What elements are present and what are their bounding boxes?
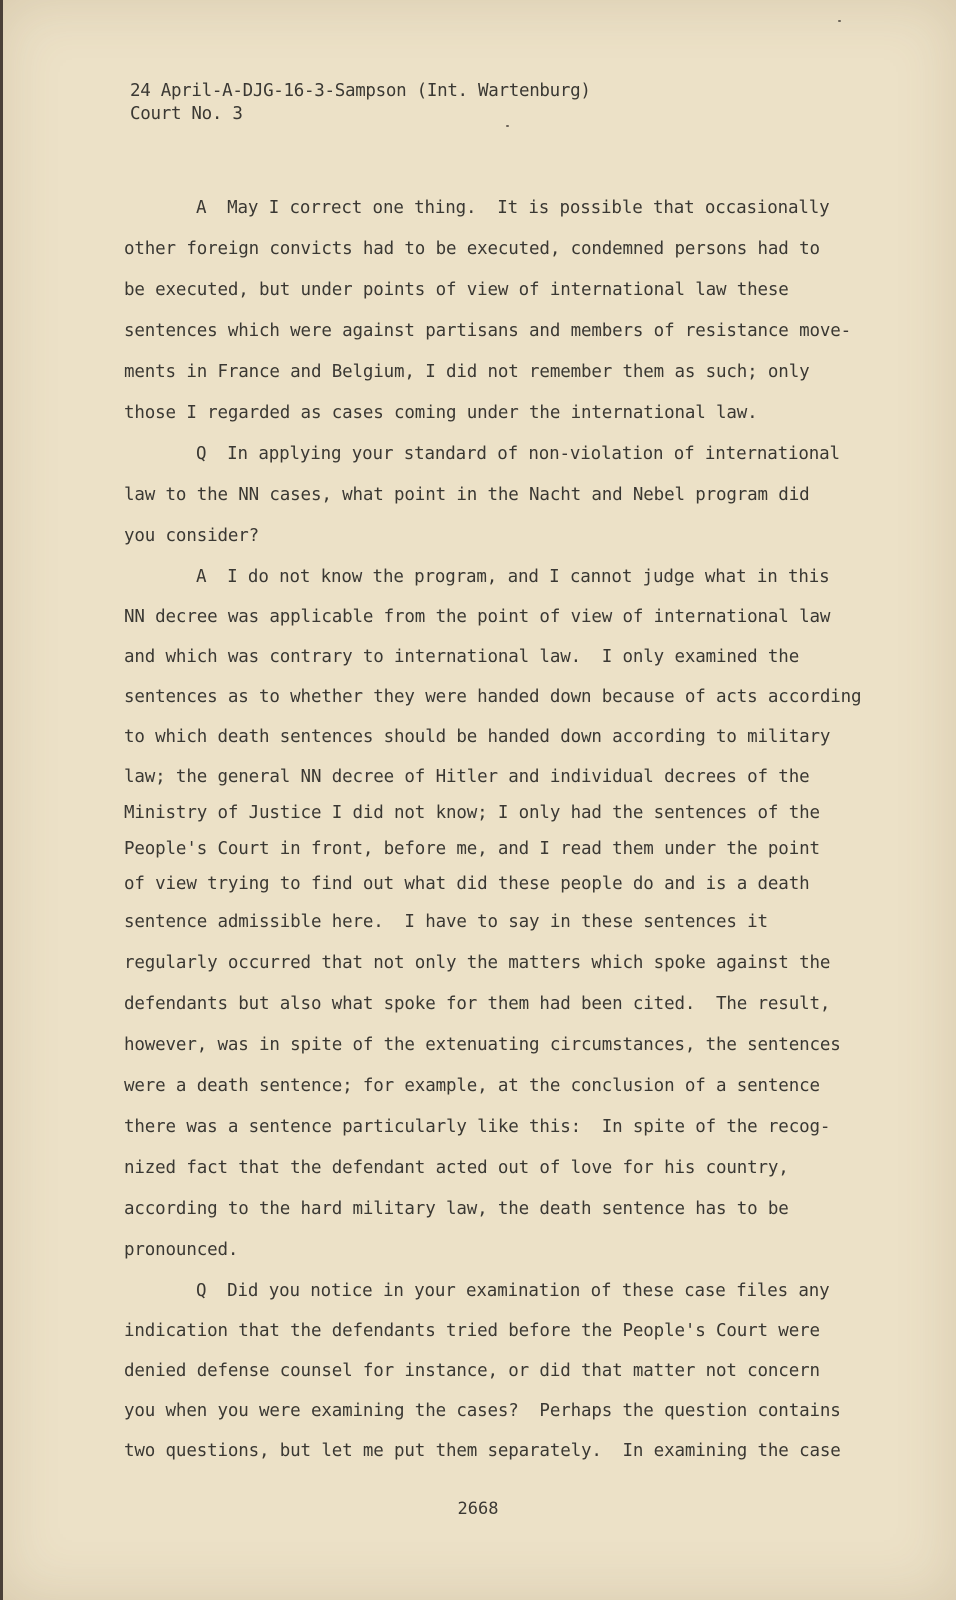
header-line-1: 24 April-A-DJG-16-3-Sampson (Int. Wartenburg) <box>130 81 591 101</box>
body-line: and which was contrary to international law. I only examined the <box>124 647 800 667</box>
body-line: you when you were examining the cases? Perhaps the question contains <box>124 1401 841 1421</box>
body-line: NN decree was applicable from the point of view of international law <box>124 607 831 627</box>
body-line: People's Court in front, before me, and I read them under the point <box>124 839 820 859</box>
page-number: 2668 <box>457 1499 499 1519</box>
ink-speck <box>506 125 509 127</box>
body-line: nized fact that the defendant acted out of love for his country, <box>124 1158 789 1178</box>
body-line: of view trying to find out what did these people do and is a death <box>124 874 810 894</box>
body-line: regularly occurred that not only the matters which spoke against the <box>124 953 831 973</box>
body-line: however, was in spite of the extenuating circumstances, the sentences <box>124 1035 841 1055</box>
body-line: A I do not know the program, and I cannot judge what in this <box>196 567 830 587</box>
body-line: defendants but also what spoke for them had been cited. The result, <box>124 994 831 1014</box>
body-line: Ministry of Justice I did not know; I only had the sentences of the <box>124 803 820 823</box>
body-line: pronounced. <box>124 1240 239 1260</box>
body-line: denied defense counsel for instance, or did that matter not concern <box>124 1361 820 1381</box>
body-line: according to the hard military law, the death sentence has to be <box>124 1199 789 1219</box>
body-line: ments in France and Belgium, I did not remember them as such; only <box>124 362 810 382</box>
body-line: be executed, but under points of view of international law these <box>124 280 789 300</box>
body-line: law to the NN cases, what point in the Nacht and Nebel program did <box>124 485 810 505</box>
body-line: other foreign convicts had to be executed, condemned persons had to <box>124 239 820 259</box>
body-line: to which death sentences should be handed down according to military <box>124 727 831 747</box>
body-line: A May I correct one thing. It is possible that occasionally <box>196 198 830 218</box>
body-line: sentences which were against partisans and members of resistance move- <box>124 321 852 341</box>
header-line-2: Court No. 3 <box>130 104 243 124</box>
body-line: sentences as to whether they were handed down because of acts according <box>124 687 862 707</box>
body-line: sentence admissible here. I have to say in these sentences it <box>124 912 768 932</box>
page-edge <box>0 0 3 1600</box>
ink-speck <box>838 20 841 22</box>
body-line: indication that the defendants tried before the People's Court were <box>124 1321 820 1341</box>
body-line: two questions, but let me put them separately. In examining the case <box>124 1441 841 1461</box>
body-line: there was a sentence particularly like this: In spite of the recog- <box>124 1117 831 1137</box>
body-line: were a death sentence; for example, at the conclusion of a sentence <box>124 1076 820 1096</box>
body-line: Q Did you notice in your examination of these case files any <box>196 1281 830 1301</box>
body-line: those I regarded as cases coming under the international law. <box>124 403 758 423</box>
body-line: Q In applying your standard of non-violation of international <box>196 444 840 464</box>
body-line: law; the general NN decree of Hitler and individual decrees of the <box>124 767 810 787</box>
document-header <box>130 80 591 126</box>
body-line: you consider? <box>124 526 260 546</box>
